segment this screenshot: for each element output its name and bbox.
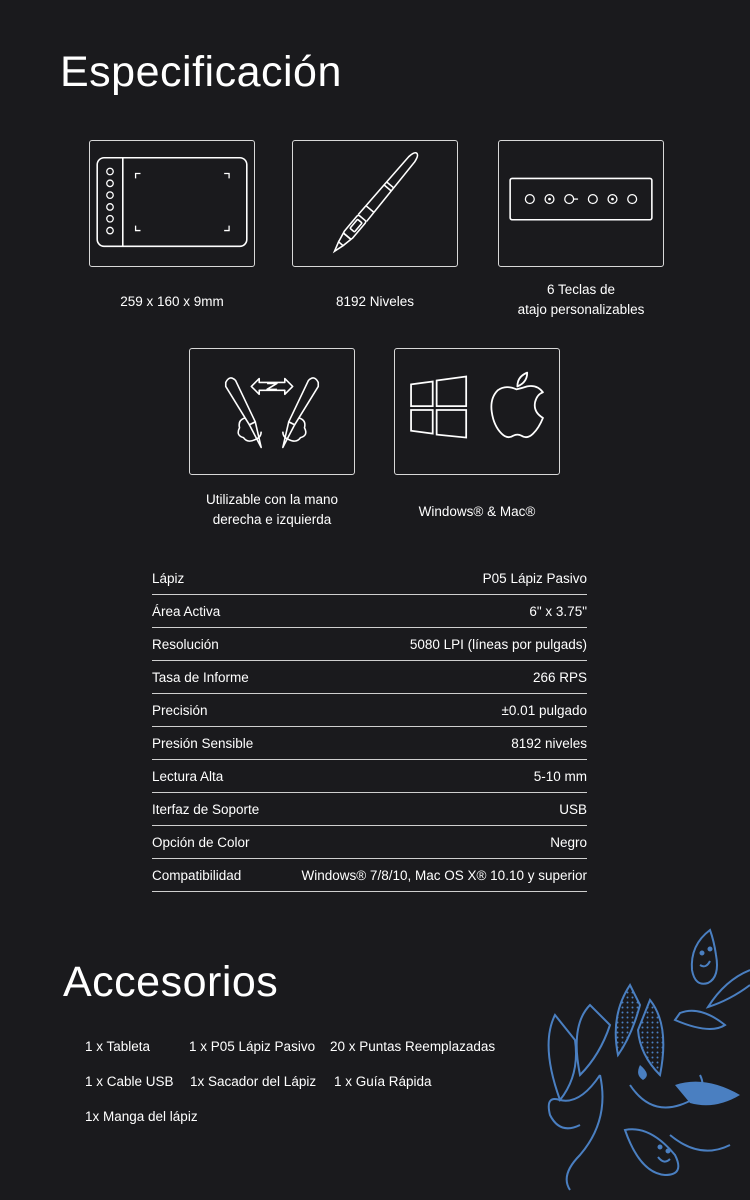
spec-value: P05 Lápiz Pasivo [482, 570, 587, 586]
accessory-item: 1x Sacador del Lápiz [190, 1074, 317, 1089]
shortcut-keys-icon [499, 141, 663, 266]
spec-label: Precisión [152, 702, 208, 718]
left-right-hand-icon [190, 349, 354, 474]
pen-icon [293, 141, 457, 266]
table-row [152, 595, 587, 628]
accessory-item: 20 x Puntas Reemplazadas [330, 1039, 496, 1054]
floral-decoration-icon [540, 925, 750, 1200]
table-row [152, 760, 587, 793]
spec-value: 8192 niveles [511, 735, 587, 751]
spec-value: Windows® 7/8/10, Mac OS X® 10.10 y superior [301, 867, 587, 883]
feature-caption-os: Windows® & Mac® [418, 504, 536, 519]
spec-value: 266 RPS [532, 669, 587, 685]
spec-value: Negro [550, 834, 587, 850]
feature-caption-levels: 8192 Niveles [335, 294, 415, 309]
table-row [152, 859, 587, 892]
feature-card-hands [189, 348, 355, 475]
spec-label: Presión Sensible [152, 735, 254, 751]
spec-table [152, 562, 587, 892]
tablet-icon [90, 141, 254, 266]
accessory-item: 1x Manga del lápiz [85, 1109, 198, 1124]
accessory-item: 1 x Tableta [85, 1039, 151, 1054]
feature-card-keys [498, 140, 664, 267]
feature-caption-keys: 6 Teclas de atajo personalizables [517, 282, 645, 317]
spec-label: Tasa de Informe [152, 669, 249, 685]
spec-label: Área Activa [152, 603, 221, 619]
spec-value: USB [559, 801, 587, 817]
feature-card-tablet [89, 140, 255, 267]
table-row [152, 562, 587, 595]
table-row [152, 793, 587, 826]
table-row [152, 661, 587, 694]
spec-label: Opción de Color [152, 834, 250, 850]
accessory-item: 1 x Cable USB [85, 1074, 174, 1089]
spec-label: Resolución [152, 636, 219, 652]
spec-label: Lectura Alta [152, 768, 224, 784]
spec-label: Lápiz [152, 570, 185, 586]
accessories-title: Accesorios [63, 958, 279, 1006]
spec-value: 5-10 mm [533, 768, 587, 784]
spec-value: 5080 LPI (líneas por pulgads) [409, 636, 587, 652]
feature-caption-size: 259 x 160 x 9mm [120, 294, 224, 309]
feature-caption-hands: Utilizable con la mano derecha e izquierda [205, 492, 339, 527]
accessory-item: 1 x P05 Lápiz Pasivo [189, 1039, 316, 1054]
windows-apple-icon [395, 349, 559, 474]
table-row [152, 694, 587, 727]
table-row [152, 826, 587, 859]
spec-title: Especificación [60, 48, 342, 96]
table-row [152, 628, 587, 661]
spec-label: Compatibilidad [152, 867, 242, 883]
spec-value: 6" x 3.75" [529, 603, 587, 619]
accessory-item: 1 x Guía Rápida [334, 1074, 432, 1089]
spec-value: ±0.01 pulgado [501, 702, 587, 718]
feature-card-pen [292, 140, 458, 267]
table-row [152, 727, 587, 760]
spec-label: Iterfaz de Soporte [152, 801, 260, 817]
feature-card-os [394, 348, 560, 475]
